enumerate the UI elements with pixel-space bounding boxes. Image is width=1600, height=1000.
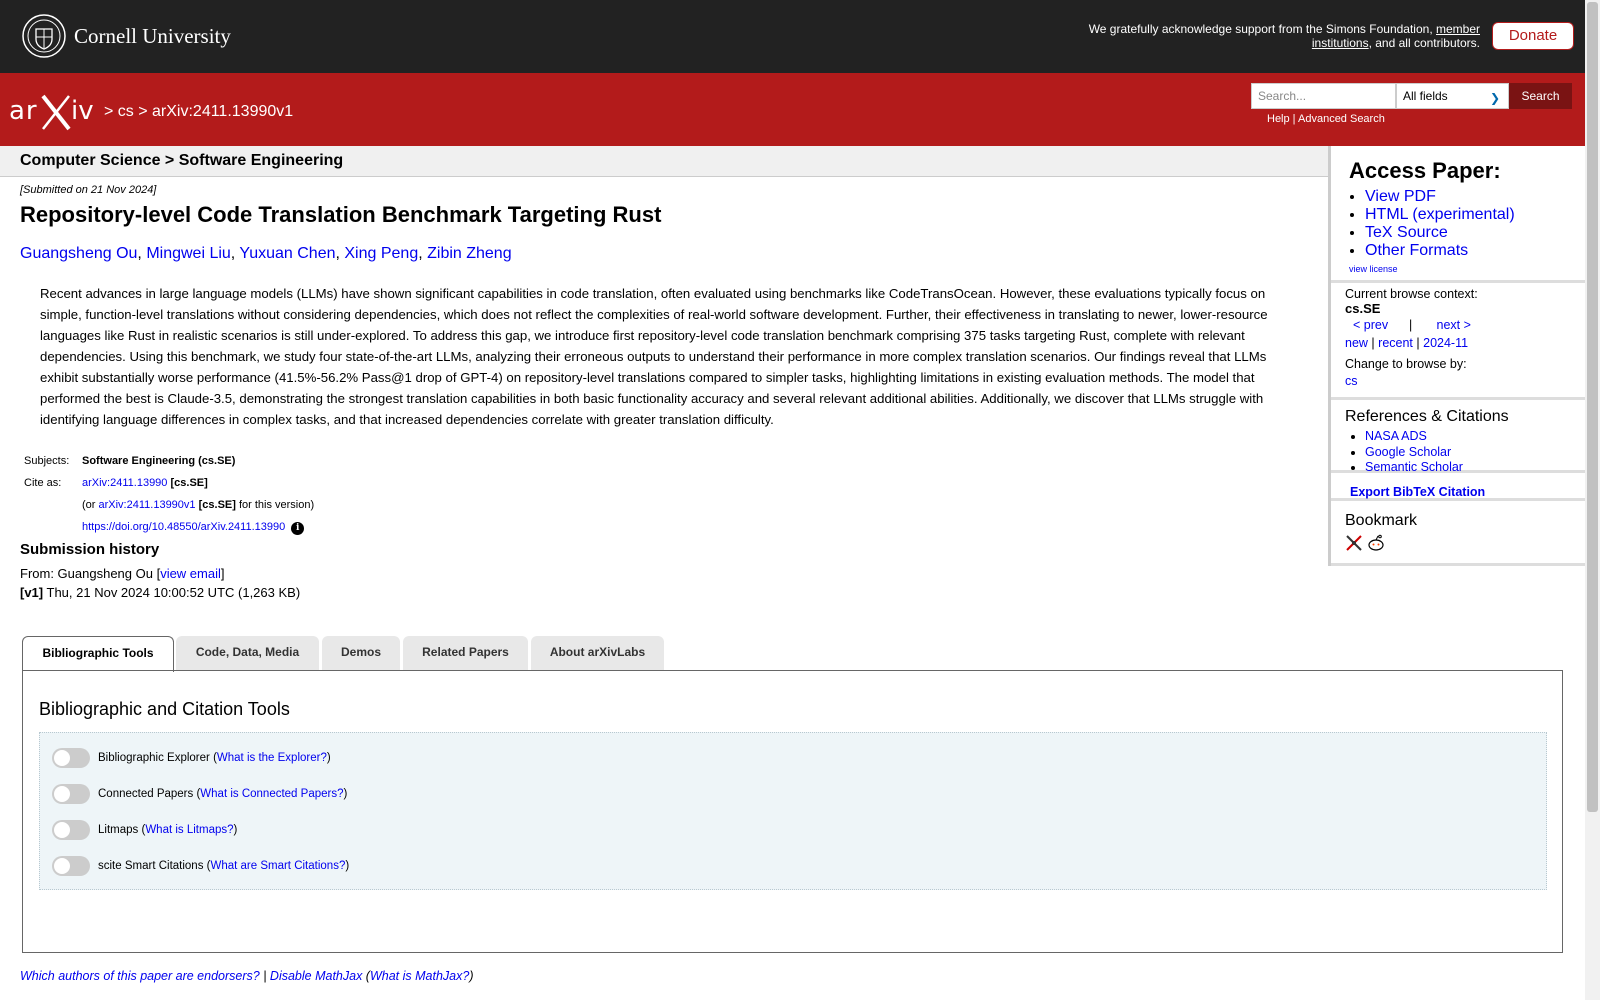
references-title: References & Citations [1345, 408, 1509, 425]
view-pdf-link[interactable]: View PDF [1365, 188, 1436, 205]
doi-link[interactable]: https://doi.org/10.48550/arXiv.2411.13990 [82, 521, 286, 533]
abstract: Recent advances in large language models (LLMs) have shown significant capabilities in code translation, often evaluated using benchmarks like CodeTransOcean. However, these evaluations typically focus on simple, function-level translations without considering dependencies, which does not reflect the complexities of real-world software development. Further, their effectiveness in translating to newer, lower-resource languages like Rust in realistic scenarios is still under-explored. To address this gap, we introduce first repository-level code translation benchmark comprising 375 tasks targeting Rust, complete with relevant dependencies. Using this benchmark, we study four state-of-the-art LLMs, analyzing their erroneous outputs to understand their performance in more complex translation scenarios. Our findings reveal that LLMs exhibit substantially worse performance (41.5%-56.2% Pass@1 drop of GPT-4) on repository-level translations compared to simpler tasks, highlighting limitations in existing evaluation methods. The model that performed the best is Claude-3.5, demonstrating the strongest translation capabilities in both basic functionality accuracy and several relevant additional abilities. Additionally, we discover that LLMs struggle with identifying language differences in complex tasks, and that increased dependencies correlate with greater translation difficulty. [40, 286, 1268, 427]
version-id-link[interactable]: arXiv:2411.13990v1 [98, 499, 196, 511]
author-link[interactable]: Yuxuan Chen [239, 245, 336, 262]
acknowledgement-text: We gratefully acknowledge support from the Simons Foundation, member institutions, and all contributors. [1088, 22, 1480, 50]
submission-from: From: Guangsheng Ou [view email] [20, 566, 225, 581]
next-link[interactable]: next > [1436, 318, 1471, 332]
advanced-search-link[interactable]: Advanced Search [1298, 113, 1385, 125]
sidebar [1328, 146, 1585, 566]
tab-panel [22, 670, 1563, 953]
reddit-icon[interactable] [1367, 534, 1385, 552]
toggle-row-scite: scite Smart Citations (What are Smart Citations?) [52, 856, 349, 876]
semantic-scholar-link[interactable]: Semantic Scholar [1365, 460, 1463, 474]
chevron-down-icon: ❯ [1489, 91, 1500, 105]
author-link[interactable]: Guangsheng Ou [20, 245, 138, 262]
references-links [1365, 429, 1463, 476]
what-are-smart-citations-link[interactable]: What are Smart Citations? [210, 860, 346, 873]
search-field-select[interactable]: All fields ❯ [1396, 83, 1509, 109]
search-input[interactable] [1251, 83, 1396, 109]
search-button[interactable]: Search [1509, 83, 1572, 109]
donate-button[interactable]: Donate [1492, 22, 1574, 50]
browse-cs-link[interactable]: cs [1345, 374, 1358, 388]
toggles-box [39, 732, 1547, 890]
access-paper-title: Access Paper: [1349, 158, 1501, 183]
cornell-banner [0, 0, 1585, 73]
author-link[interactable]: Mingwei Liu [146, 245, 231, 262]
search-help-links: Help | Advanced Search [1267, 113, 1385, 125]
html-experimental-link[interactable]: HTML (experimental) [1365, 206, 1515, 223]
recent-link[interactable]: recent [1378, 336, 1413, 350]
tab-related-papers[interactable]: Related Papers [403, 636, 528, 671]
paper-title: Repository-level Code Translation Benchmark Targeting Rust [20, 202, 662, 227]
bookmark-icons [1345, 534, 1385, 552]
view-license-link[interactable]: view license [1349, 264, 1398, 274]
author-list: Guangsheng Ou, Mingwei Liu, Yuxuan Chen, Xing Peng, Zibin Zheng [20, 245, 512, 262]
tab-code-data-media[interactable]: Code, Data, Media [176, 636, 319, 671]
prev-link[interactable]: < prev [1353, 318, 1389, 332]
litmaps-toggle[interactable] [52, 820, 90, 840]
toggle-row-explorer: Bibliographic Explorer (What is the Explorer?) [52, 748, 331, 768]
svg-text:iv: iv [71, 96, 94, 126]
what-is-mathjax-link[interactable]: What is MathJax? [369, 969, 470, 983]
cite-category: [cs.SE] [170, 477, 208, 489]
new-link[interactable]: new [1345, 336, 1368, 350]
cornell-seal-icon[interactable] [22, 14, 66, 58]
browse-context-value: cs.SE [1345, 301, 1381, 316]
what-is-connected-papers-link[interactable]: What is Connected Papers? [200, 788, 344, 801]
arxiv-header [0, 73, 1585, 146]
version-entry: [v1] Thu, 21 Nov 2024 10:00:52 UTC (1,263 KB) [20, 585, 301, 600]
prev-next-nav: < prev | next > [1353, 318, 1471, 332]
toggle-row-connected-papers: Connected Papers (What is Connected Papers?) [52, 784, 347, 804]
endorsers-link[interactable]: Which authors of this paper are endorsers? [20, 969, 260, 983]
scite-toggle[interactable] [52, 856, 90, 876]
nasa-ads-link[interactable]: NASA ADS [1365, 429, 1427, 443]
month-link[interactable]: 2024-11 [1423, 336, 1469, 350]
disable-mathjax-link[interactable]: Disable MathJax [269, 969, 363, 983]
export-bibtex-link[interactable]: Export BibTeX Citation [1350, 485, 1486, 499]
tab-demos[interactable]: Demos [322, 636, 400, 671]
submission-history-heading: Submission history [20, 541, 160, 558]
tab-bibliographic-tools[interactable]: Bibliographic Tools [22, 636, 174, 672]
listing-links: new | recent | 2024-11 [1345, 336, 1469, 350]
author-link[interactable]: Xing Peng [344, 245, 419, 262]
what-is-litmaps-link[interactable]: What is Litmaps? [145, 824, 234, 837]
connected-papers-toggle[interactable] [52, 784, 90, 804]
change-browse-label: Change to browse by: [1345, 357, 1467, 371]
what-is-explorer-link[interactable]: What is the Explorer? [216, 752, 327, 765]
member-institutions-link[interactable]: member institutions [1311, 22, 1480, 50]
footer-links: Which authors of this paper are endorsers? | Disable MathJax (What is MathJax?) [20, 969, 474, 983]
other-formats-link[interactable]: Other Formats [1365, 242, 1469, 259]
panel-heading: Bibliographic and Citation Tools [39, 699, 290, 719]
scrollbar-thumb[interactable] [1587, 2, 1598, 812]
arxiv-logo-icon[interactable] [9, 91, 101, 131]
metadata-table: Subjects: Software Engineering (cs.SE) Cite as: arXiv:2411.13990 [cs.SE] (or arXiv:2411.13990v1 [cs.SE] for this version) https://doi.org/10.48550/arXiv.2411.13990 i [24, 455, 315, 533]
google-scholar-link[interactable]: Google Scholar [1365, 444, 1452, 459]
breadcrumb[interactable]: > cs > arXiv:2411.13990v1 [104, 103, 294, 120]
submission-date: [Submitted on 21 Nov 2024] [20, 184, 157, 196]
cornell-university-name[interactable]: Cornell University [74, 24, 231, 48]
browse-context-label: Current browse context: [1345, 287, 1478, 301]
access-links [1365, 188, 1515, 260]
subject-heading: Computer Science > Software Engineering [0, 146, 1328, 177]
bibliographic-explorer-toggle[interactable] [52, 748, 90, 768]
author-link[interactable]: Zibin Zheng [427, 245, 512, 262]
bookmark-title: Bookmark [1345, 512, 1418, 529]
subjects-label: Subjects: [24, 455, 70, 467]
view-email-link[interactable]: view email [160, 566, 221, 581]
tab-about-arxivlabs[interactable]: About arXivLabs [531, 636, 664, 671]
help-link[interactable]: Help [1267, 113, 1290, 125]
info-icon[interactable]: i [291, 522, 304, 535]
toggle-row-litmaps: Litmaps (What is Litmaps?) [52, 820, 237, 840]
svg-text:ar: ar [9, 96, 38, 126]
bibsonomy-icon[interactable] [1345, 534, 1363, 552]
cite-id-link[interactable]: arXiv:2411.13990 [82, 477, 168, 489]
cite-as-label: Cite as: [24, 477, 62, 489]
subjects-value: Software Engineering (cs.SE) [82, 455, 236, 467]
tex-source-link[interactable]: TeX Source [1365, 224, 1448, 241]
page-scrollbar[interactable] [1585, 0, 1600, 1000]
